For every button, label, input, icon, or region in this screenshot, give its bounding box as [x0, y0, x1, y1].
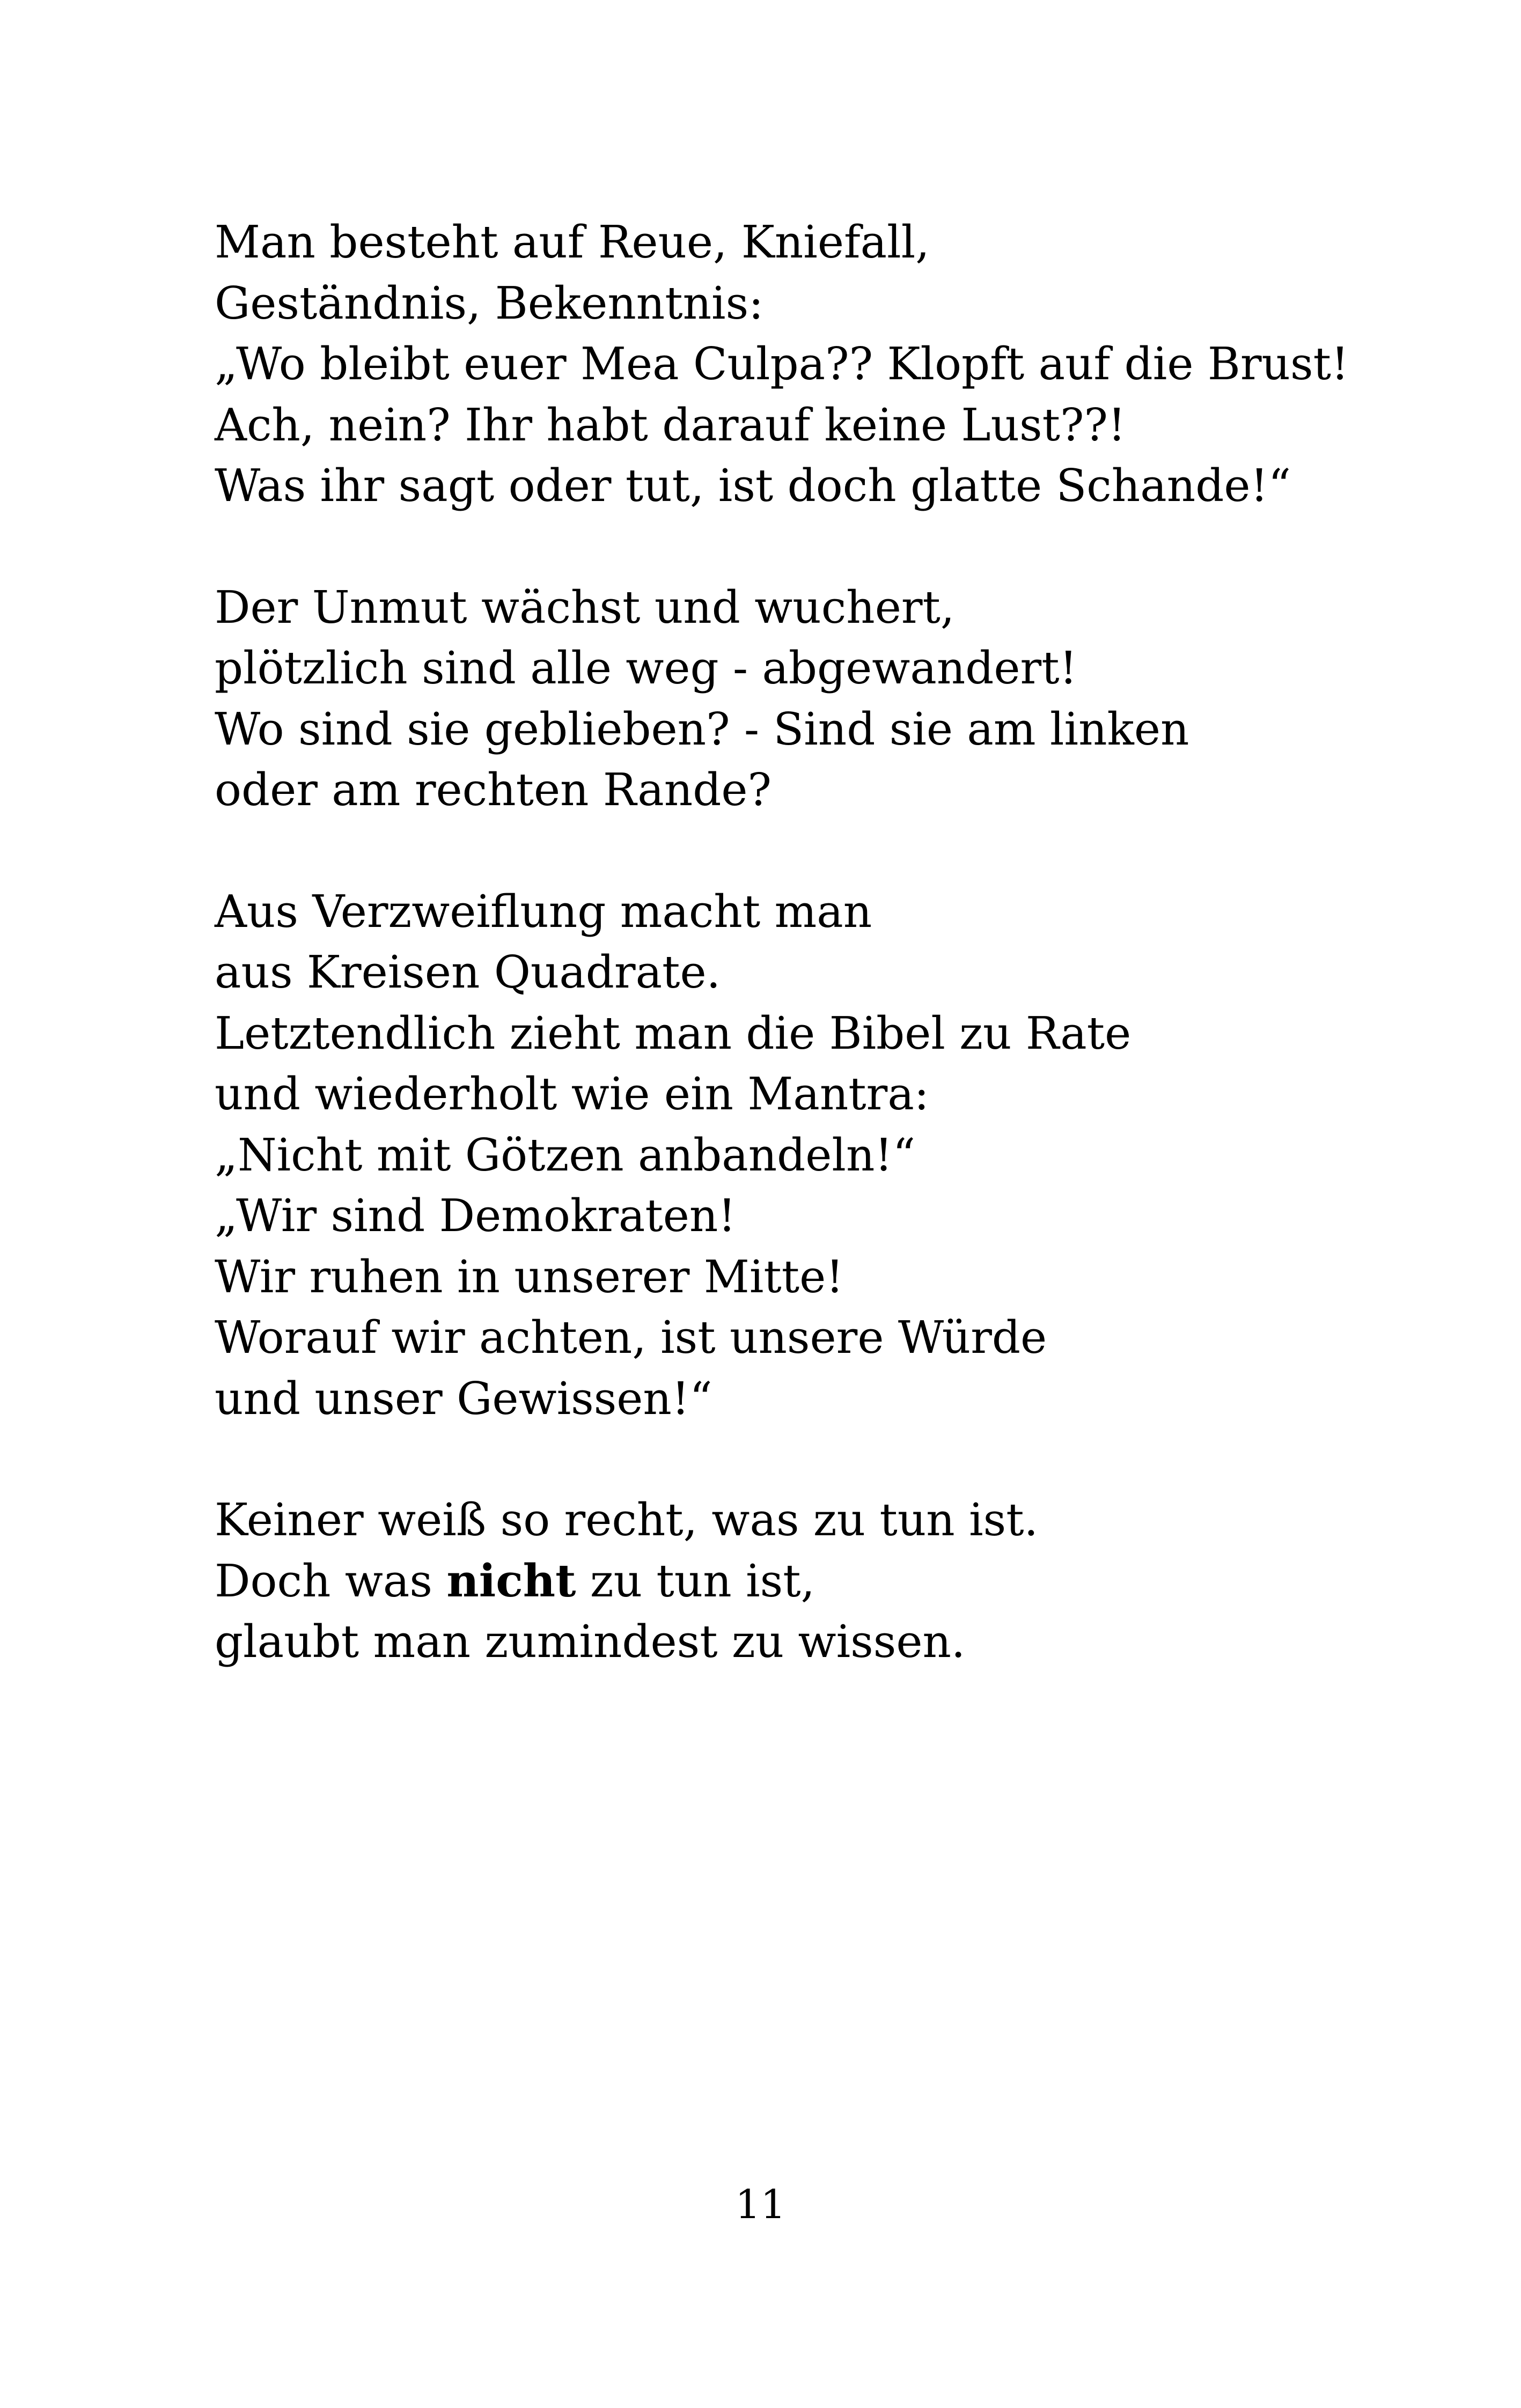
poem-line: Ach, nein? Ihr habt darauf keine Lust??! [215, 399, 1126, 451]
poem-line: aus Kreisen Quadrate. [215, 946, 721, 998]
poem-line-with-emphasis [215, 1551, 1341, 1612]
emphasized-word: nicht [446, 1554, 576, 1607]
poem-line: Worauf wir achten, ist unsere Würde [215, 1312, 1047, 1364]
poem-line: Letztendlich zieht man die Bibel zu Rate [215, 1007, 1131, 1059]
page-number: 11 [735, 2182, 786, 2228]
poem-line: „Nicht mit Götzen anbandeln!“ [215, 1129, 916, 1181]
line-text-after: zu tun ist, [576, 1555, 815, 1607]
poem-line: Der Unmut wächst und wuchert, [215, 581, 955, 634]
poem-line: „Wo bleibt euer Mea Culpa?? Klopft auf die Brust! [215, 338, 1349, 390]
poem-line: Aus Verzweiflung macht man [215, 885, 872, 938]
stanza-1 [215, 212, 1349, 517]
poem-line: Wo sind sie geblieben? - Sind sie am linken [215, 703, 1189, 755]
poem-line: Man besteht auf Reue, Kniefall, [215, 216, 930, 268]
poem-line: Was ihr sagt oder tut, ist doch glatte Schande!“ [215, 460, 1291, 512]
stanza-4 [215, 1490, 1341, 1673]
poem-line: „Wir sind Demokraten! [215, 1190, 736, 1242]
poem-line: Geständnis, Bekenntnis: [215, 277, 764, 329]
stanza-2 [215, 577, 1341, 821]
poem-line: und unser Gewissen!“ [215, 1372, 712, 1425]
poem-line: plötzlich sind alle weg - abgewandert! [215, 642, 1077, 694]
line-text-before: Doch was [215, 1555, 447, 1607]
poem-line: glaubt man zumindest zu wissen. [215, 1616, 966, 1668]
poem-line: Keiner weiß so recht, was zu tun ist. [215, 1494, 1039, 1546]
poem [215, 212, 1349, 1733]
stanza-3 [215, 881, 1341, 1430]
poem-line: Wir ruhen in unserer Mitte! [215, 1250, 844, 1303]
poem-line: oder am rechten Rande? [215, 764, 771, 816]
poem-line: und wiederholt wie ein Mantra: [215, 1068, 929, 1120]
